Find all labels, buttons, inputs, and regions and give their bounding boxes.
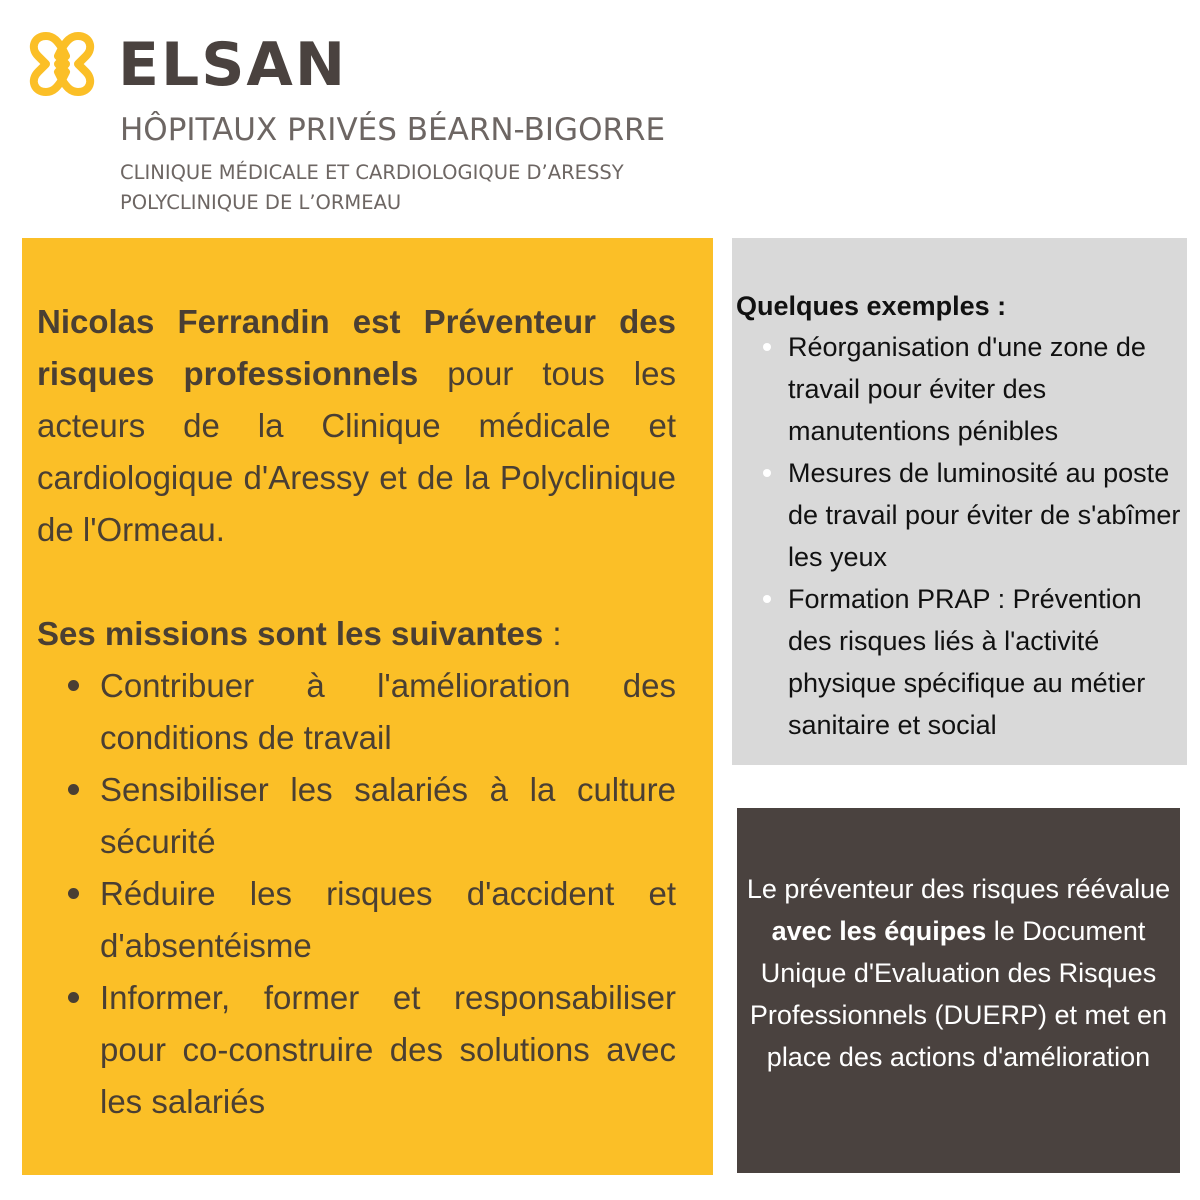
bullet-icon [763,469,771,477]
bullet-icon [68,992,79,1003]
clinic-name-aressy: CLINIQUE MÉDICALE ET CARDIOLOGIQUE D’ARESSY [120,161,624,184]
list-item [788,326,1187,452]
note-part2: le Document Unique d'Evaluation des Risques Professionnels (DUERP) et met en place des actions d'amélioration [749,916,1168,1072]
mission-text: Informer, former et responsabiliser pour co-construire des solutions avec les salariés [100,979,676,1120]
elsan-logo-icon [26,28,98,100]
bullet-icon [763,343,771,351]
list-item [100,764,676,868]
duerp-note [745,868,1172,1078]
bullet-icon [68,680,79,691]
examples-list [736,326,1187,746]
bullet-icon [763,595,771,603]
mission-text: Réduire les risques d'accident et d'absentéisme [100,875,676,964]
duerp-note-panel [737,808,1180,1173]
missions-title-bold: Ses missions sont les suivantes [37,615,544,652]
example-text: Mesures de luminosité au poste de travail pour éviter de s'abîmer les yeux [788,458,1181,572]
intro-rest: pour tous les acteurs de la Clinique médicale et cardiologique d'Aressy et de la Polyclinique de l'Ormeau. [37,355,676,548]
example-text: Formation PRAP : Prévention des risques liés à l'activité physique spécifique au métier sanitaire et social [788,584,1146,740]
examples-title: Quelques exemples : [736,291,1007,321]
missions-title-rest: : [543,615,562,652]
missions-title [37,608,676,660]
brand-subtitle: HÔPITAUX PRIVÉS BÉARN-BIGORRE [120,112,666,148]
list-item [788,578,1187,746]
main-info-panel [22,238,713,1175]
list-item [100,868,676,972]
brand-name: ELSAN [118,30,348,100]
mission-text: Contribuer à l'amélioration des conditions de travail [100,667,676,756]
missions-list [37,660,676,1128]
intro-paragraph [37,296,676,556]
note-part1: Le préventeur des risques réévalue [746,874,1171,904]
bullet-icon [68,888,79,899]
clinic-name-ormeau: POLYCLINIQUE DE L’ORMEAU [120,191,402,214]
example-text: Réorganisation d'une zone de travail pour éviter des manutentions pénibles [788,332,1146,446]
list-item [100,660,676,764]
list-item [100,972,676,1128]
bullet-icon [68,784,79,795]
note-bold: avec les équipes [771,916,987,946]
mission-text: Sensibiliser les salariés à la culture sécurité [100,771,676,860]
examples-panel [732,238,1187,765]
list-item [788,452,1187,578]
intro-bold: Nicolas Ferrandin est Préventeur des risques professionnels [37,303,676,392]
